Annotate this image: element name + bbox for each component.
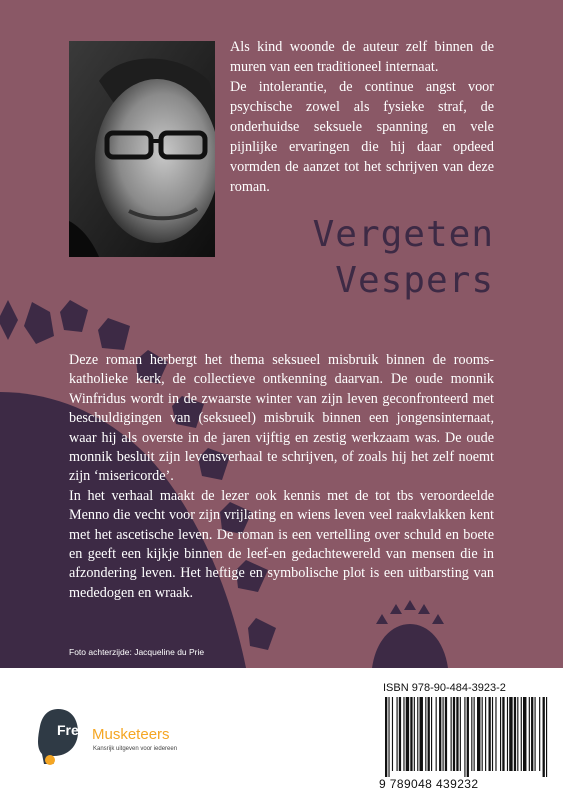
barcode-bar bbox=[460, 697, 461, 771]
barcode-bar bbox=[482, 697, 483, 771]
title-line: Vespers bbox=[335, 260, 494, 301]
bio-paragraph: Als kind woonde de auteur zelf binnen de muren van een traditioneel internaat. bbox=[230, 39, 494, 75]
barcode-bar bbox=[399, 697, 401, 771]
barcode-bar bbox=[535, 697, 536, 771]
author-photo bbox=[69, 41, 215, 257]
barcode-bar bbox=[539, 697, 540, 771]
barcode-bar bbox=[531, 697, 533, 771]
barcode-bar bbox=[445, 697, 447, 771]
barcode-bar bbox=[467, 697, 469, 777]
barcode-bar bbox=[425, 697, 426, 771]
book-blurb bbox=[69, 351, 494, 603]
barcode-bar bbox=[453, 697, 455, 771]
barcode-bar bbox=[464, 697, 465, 777]
isbn-label: ISBN 978-90-484-3923-2 bbox=[383, 682, 506, 694]
blurb-paragraph: In het verhaal maakt de lezer ook kennis met de tot tbs veroordeelde Menno die vecht voor zijn vrijlating en wiens leven veel raakvlakken kent met het ascetische leven. De roman is een vertelling over schuld en boete en geeft een kijkje binnen de leef-en gedachtewereld van mensen die in afzondering leven. Het heftige en symbolische plot is een uitbarsting van mededogen en wraak. bbox=[69, 487, 494, 601]
barcode-bar bbox=[543, 697, 545, 777]
barcode-bar bbox=[397, 697, 398, 771]
publisher-name-musketeers: Musketeers bbox=[92, 726, 170, 743]
barcode-digits: 9 789048 439232 bbox=[379, 777, 479, 791]
author-bio bbox=[230, 37, 494, 197]
barcode-bar bbox=[474, 697, 475, 771]
publisher-name-free: Free bbox=[57, 722, 87, 738]
barcode-bar bbox=[521, 697, 522, 771]
barcode-bar bbox=[502, 697, 504, 771]
barcode-bar bbox=[517, 697, 518, 771]
barcode-bar bbox=[471, 697, 472, 771]
barcode-bar bbox=[509, 697, 512, 771]
title-line: Vergeten bbox=[312, 214, 494, 255]
barcode-bar bbox=[403, 697, 404, 771]
author-portrait bbox=[69, 41, 215, 257]
barcode-bar bbox=[431, 697, 432, 771]
barcode-bar bbox=[495, 697, 496, 771]
barcode-bar bbox=[436, 697, 437, 771]
photo-credit: Foto achterzijde: Jacqueline du Prie bbox=[69, 647, 205, 657]
bio-paragraph: De intolerantie, de continue angst voor psychische zowel als fysieke straf, de onderhuidse seksuele spanning en vele pijnlijke ervaringen die hij daar opdeed vormden de aanzet tot het schrijven van deze roman. bbox=[230, 79, 494, 195]
barcode-bar bbox=[443, 697, 444, 771]
book-title bbox=[254, 212, 494, 304]
barcode-bar bbox=[406, 697, 409, 771]
barcode-bar bbox=[529, 697, 530, 771]
barcode-bar bbox=[500, 697, 501, 771]
barcode-bar bbox=[451, 697, 452, 771]
barcode-bar bbox=[385, 697, 387, 777]
publisher-tagline: Kansrijk uitgeven voor iedereen bbox=[93, 746, 178, 752]
barcode-bar bbox=[428, 697, 430, 771]
barcode-bar bbox=[492, 697, 493, 771]
blurb-paragraph: Deze roman herbergt het thema seksueel misbruik binnen de rooms-katholieke kerk, de collectieve ontkenning daarvan. De oude monnik Winfridus wordt in de zwaarste winter van zijn leven geconfronteerd met beschuldigingen van (seksueel) misbruik binnen een jongensinternaat, waar hij als overste in de jaren vijftig en zestig werkzaam was. De oude monnik besluit zijn levensverhaal te schrijven, of zoals hij het zelf noemt zijn ‘misericorde’. bbox=[69, 352, 494, 485]
barcode-bar bbox=[414, 697, 415, 771]
barcode-bar bbox=[485, 697, 486, 771]
barcode-bar bbox=[523, 697, 526, 771]
barcode-bar bbox=[507, 697, 508, 771]
barcode-bar bbox=[514, 697, 516, 771]
barcode-bar bbox=[420, 697, 423, 771]
barcode-bar bbox=[410, 697, 412, 771]
barcode-bar bbox=[477, 697, 480, 771]
barcode-bar bbox=[417, 697, 418, 771]
barcode-bar bbox=[388, 697, 389, 777]
barcode-graphic bbox=[383, 697, 549, 777]
barcode-bar bbox=[392, 697, 393, 771]
barcode-bar bbox=[489, 697, 491, 771]
barcode-bar bbox=[439, 697, 441, 771]
barcode-bar bbox=[456, 697, 458, 771]
barcode-bar bbox=[546, 697, 547, 777]
